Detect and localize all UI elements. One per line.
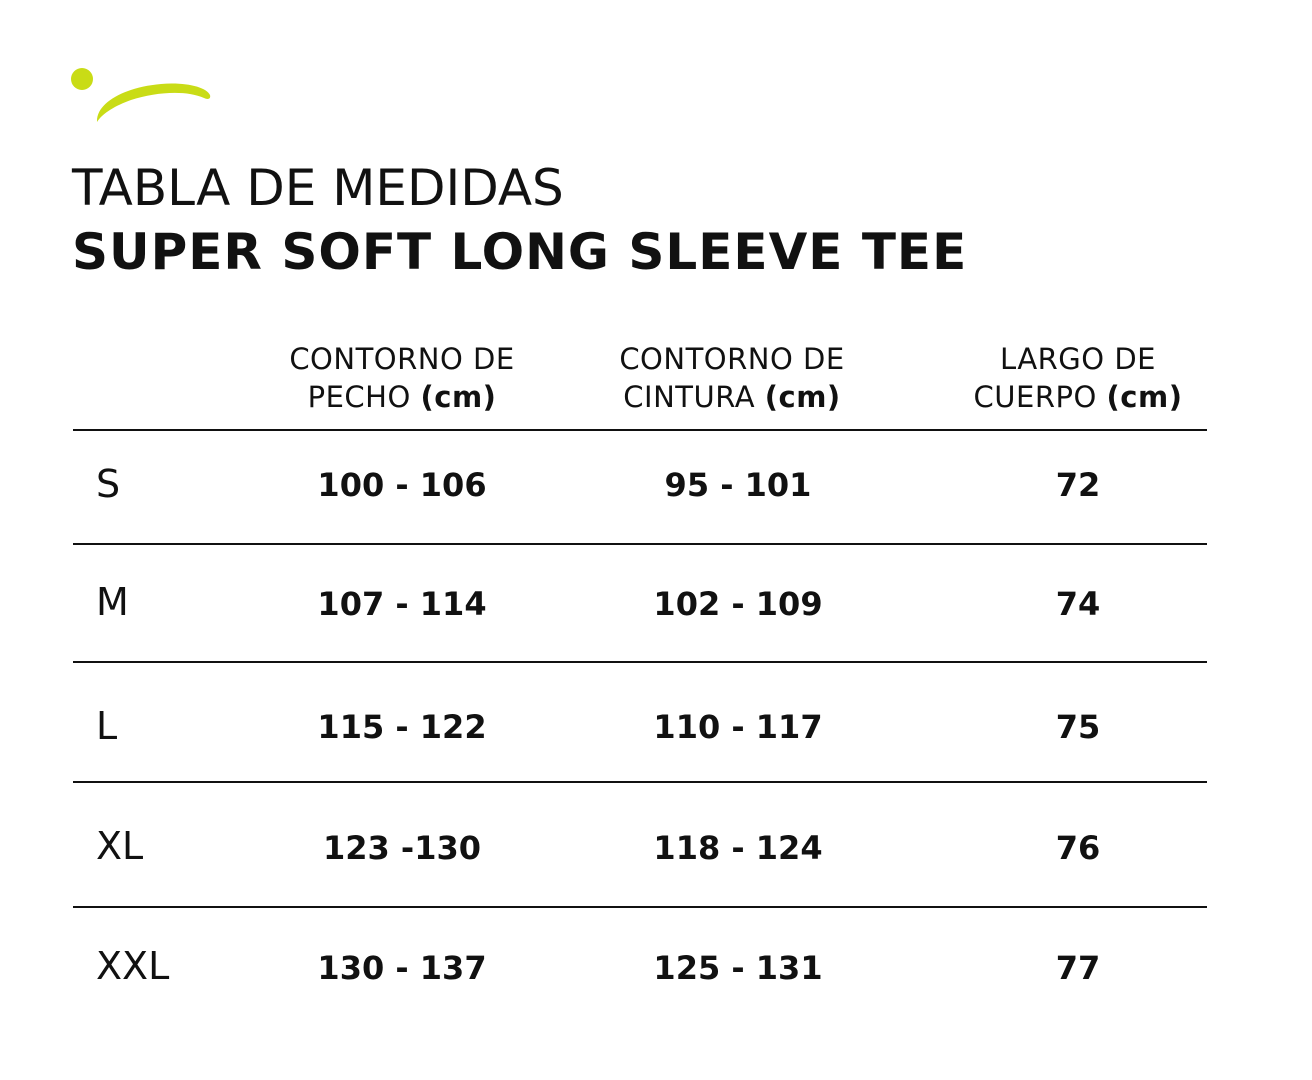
size-label: M: [96, 580, 129, 624]
chest-value: 130 - 137: [317, 949, 487, 987]
column-header-length: [928, 340, 1228, 416]
column-header-line1: LARGO DE: [1000, 342, 1156, 376]
length-value: 76: [1055, 829, 1101, 867]
length-value: 72: [1055, 466, 1101, 504]
waist-value: 110 - 117: [653, 708, 823, 746]
size-label: S: [96, 462, 121, 506]
chest-value: 123 -130: [322, 829, 481, 867]
size-label: XL: [96, 824, 144, 868]
length-value: 74: [1055, 585, 1101, 623]
table-divider: [73, 661, 1207, 663]
chest-value: 115 - 122: [317, 708, 487, 746]
table-divider: [73, 429, 1207, 431]
size-label: XXL: [96, 944, 170, 988]
table-divider: [73, 906, 1207, 908]
column-header-line1: CONTORNO DE: [289, 342, 515, 376]
waist-value: 125 - 131: [653, 949, 823, 987]
length-value: 75: [1055, 708, 1101, 746]
waist-value: 118 - 124: [653, 829, 823, 867]
column-header-line1: CONTORNO DE: [619, 342, 845, 376]
waist-value: 102 - 109: [653, 585, 823, 623]
size-label: L: [96, 704, 118, 748]
waist-value: 95 - 101: [664, 466, 812, 504]
page-title: TABLA DE MEDIDAS: [72, 159, 564, 217]
chest-value: 100 - 106: [317, 466, 487, 504]
column-header-line2: CUERPO (cm): [973, 380, 1183, 414]
length-value: 77: [1055, 949, 1101, 987]
table-divider: [73, 781, 1207, 783]
column-header-line2: CINTURA (cm): [623, 380, 841, 414]
logo-dot: [71, 68, 93, 90]
chest-value: 107 - 114: [317, 585, 487, 623]
brand-swoosh-logo-icon: [66, 62, 216, 132]
table-divider: [73, 543, 1207, 545]
column-header-chest: [252, 340, 552, 416]
product-title: SUPER SOFT LONG SLEEVE TEE: [72, 223, 968, 281]
column-header-line2: PECHO (cm): [307, 380, 497, 414]
logo-swoosh: [97, 84, 210, 122]
column-header-waist: [582, 340, 882, 416]
